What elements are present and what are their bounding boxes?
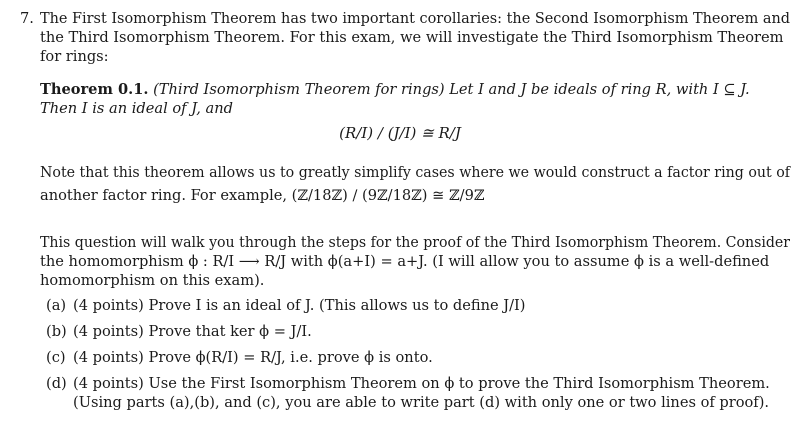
note-line-1: Note that this theorem allows us to greatly simplify cases where we would construct a factor ring out of — [40, 164, 791, 181]
part-c-text: (4 points) Prove ϕ(R/I) = R/J, i.e. prove ϕ is onto. — [73, 349, 433, 366]
part-d-text-2: (Using parts (a),(b), and (c), you are able to write part (d) with only one or two lines of proof). — [73, 394, 770, 411]
theorem-label: Theorem 0.1. — [40, 81, 149, 98]
part-a-label: (a) — [46, 297, 67, 314]
part-b-text: (4 points) Prove that ker ϕ = J/I. — [73, 323, 312, 340]
part-c-label: (c) — [46, 349, 66, 366]
intro-line-3: for rings: — [40, 48, 109, 65]
theorem-statement: (Third Isomorphism Theorem for rings) Let I and J be ideals of ring R, with I ⊆ J. — [153, 81, 750, 98]
theorem-formula: (R/I) ∕ (J/I) ≅ R/J — [339, 124, 461, 142]
part-d-text: (4 points) Use the First Isomorphism Theorem on ϕ to prove the Third Isomorphism Theorem. — [73, 375, 770, 392]
part-b-label: (b) — [46, 323, 67, 340]
part-a-text: (4 points) Prove I is an ideal of J. (This allows us to define J/I) — [73, 297, 526, 314]
walkthrough-line-3: homomorphism on this exam). — [40, 272, 265, 289]
note-line-2: another factor ring. For example, (ℤ/18ℤ) ∕ (9ℤ/18ℤ) ≅ ℤ/9ℤ — [40, 187, 485, 204]
walkthrough-line-2: the homomorphism ϕ : R/I ⟶ R/J with ϕ(a+I) = a+J. (I will allow you to assume ϕ is a well-defined — [40, 253, 770, 270]
walkthrough-line-1: This question will walk you through the steps for the proof of the Third Isomorphism Theorem. Consider — [40, 234, 791, 251]
intro-line-1: The First Isomorphism Theorem has two important corollaries: the Second Isomorphism Theorem and — [40, 10, 790, 27]
theorem-line-2: Then I is an ideal of J, and — [40, 100, 233, 117]
part-d-label: (d) — [46, 375, 67, 392]
question-number: 7. — [20, 10, 34, 27]
theorem-line-1 — [40, 80, 750, 99]
intro-line-2: the Third Isomorphism Theorem. For this exam, we will investigate the Third Isomorphism Theorem — [40, 29, 784, 46]
